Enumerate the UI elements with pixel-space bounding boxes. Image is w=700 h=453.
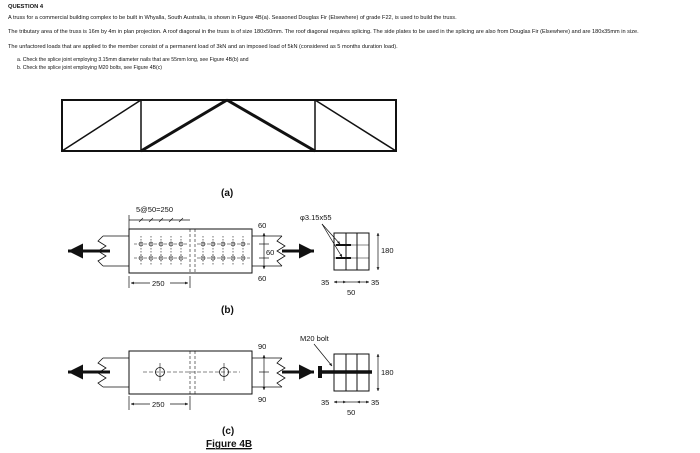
truss-diagram xyxy=(62,100,396,151)
center-b: 50 xyxy=(347,288,356,297)
middle-b: 60 xyxy=(266,248,275,257)
caption-c: (c) xyxy=(222,426,235,437)
question-paragraph-2: The tributary area of the truss is 16m by 4m in plan projection. A roof diagonal in the truss is of size 180x50mm. The roof diagonal requires splicing. The side plates to be used in the splicing are also from Douglas Fir (Elsewhere) and are 180x35mm in size. xyxy=(8,29,639,35)
edge-bottom-b: 60 xyxy=(258,274,267,283)
center-c: 50 xyxy=(347,408,356,417)
caption-a: (a) xyxy=(221,188,234,199)
caption-b: (b) xyxy=(221,305,234,316)
bolted-cross-section xyxy=(314,344,378,402)
edge-top-b: 60 xyxy=(258,221,267,230)
bolt-label: M20 bolt xyxy=(300,334,329,343)
length-label-b: 250 xyxy=(152,279,165,288)
question-paragraph-3: The unfactored loads that are applied to the member consist of a permanent load of 3kN and an imposed load of 5kN (considered as 5 months duration load). xyxy=(8,44,398,50)
truss-frame xyxy=(62,100,396,151)
nail-pattern xyxy=(134,236,250,266)
side-right-c: 35 xyxy=(371,398,380,407)
edge-bottom-c: 90 xyxy=(258,395,267,404)
figure-title: Figure 4B xyxy=(206,439,253,450)
bolted-splice-elevation xyxy=(68,351,314,394)
dim-nail-spacing xyxy=(129,215,190,229)
truss-roof-diagonal-left xyxy=(141,100,227,151)
edge-top-c: 90 xyxy=(258,342,267,351)
truss-roof-diagonal-right xyxy=(227,100,315,151)
side-right-b: 35 xyxy=(371,278,380,287)
truss-diagonal-1 xyxy=(62,100,141,151)
dim-edge-c xyxy=(259,355,269,390)
nail-spacing-label: 5@50=250 xyxy=(136,205,174,214)
nailed-cross-section xyxy=(322,224,378,282)
depth-b: 180 xyxy=(381,246,394,255)
question-paragraph-1: A truss for a commercial building complex to be built in Whyalla, South Australia, is shown in Figure 4B(a). Seasoned Douglas Fir (Elsewhere) of grade F22, is used to build the truss. xyxy=(8,15,457,21)
question-title: QUESTION 4 xyxy=(8,4,44,10)
task-b: b. Check the splice joint employing M20 bolts, see Figure 4B(c) xyxy=(17,65,163,71)
nail-label: φ3.15x55 xyxy=(300,213,332,222)
side-left-b: 35 xyxy=(321,278,330,287)
side-left-c: 35 xyxy=(321,398,330,407)
task-a: a. Check the splice joint employing 3.15mm diameter nails that are 55mm long, see Figure 4B(b) and xyxy=(17,57,249,63)
nailed-splice-elevation xyxy=(68,229,314,273)
truss-diagonal-2 xyxy=(315,100,396,151)
length-label-c: 250 xyxy=(152,400,165,409)
bolt-head xyxy=(318,366,322,378)
depth-c: 180 xyxy=(381,368,394,377)
